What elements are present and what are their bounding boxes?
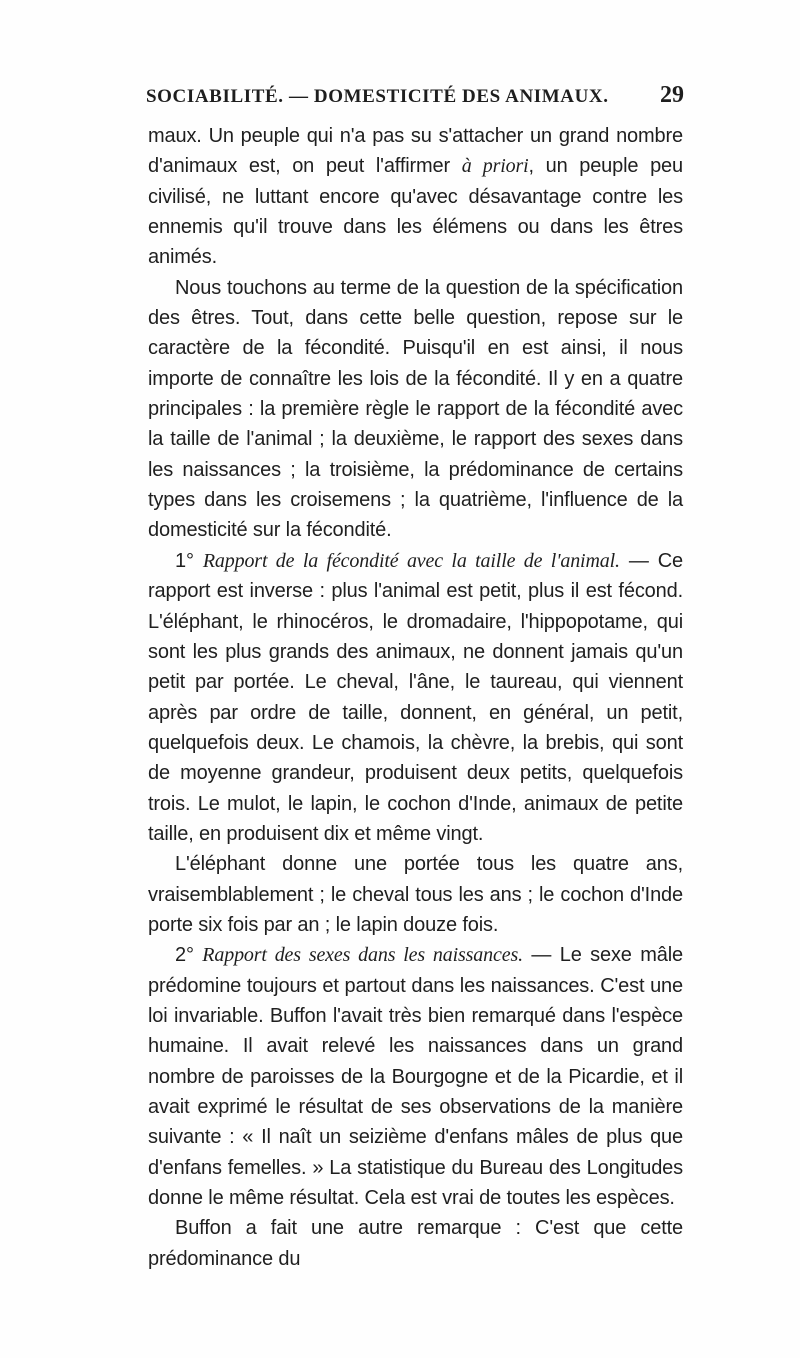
paragraph-rapport-sexes [148, 940, 683, 1213]
section-heading: Rapport des sexes dans les naissances. [202, 944, 523, 967]
running-title: SOCIABILITÉ. — DOMESTICITÉ DES ANIMAUX. [146, 86, 609, 107]
paragraph-text: , un peuple peu civilisé, ne luttant encore qu'avec désavantage contre les ennemis qu'il trouve dans les élémens ou dans les êtres animés. [148, 155, 683, 269]
paragraph-rapport-taille [148, 546, 683, 849]
paragraph-text: — Ce rapport est inverse : plus l'animal est petit, plus il est fécond. L'éléphant, le rhinocéros, le dromadaire, l'hippopotame, qui sont les plus grands des animaux, ne donnent jamais qu'un petit par portée. Le cheval, l'âne, le taureau, qui viennent après par ordre de taille, donnent, en général, un petit, quelquefois deux. Le chamois, la chèvre, la brebis, qui sont de moyenne grandeur, produisent deux petits, quelquefois trois. Le mulot, le lapin, le cochon d'Inde, animaux de petite taille, en produisent dix et même vingt. [148, 549, 683, 845]
section-heading: Rapport de la fécondité avec la taille de l'animal. [202, 549, 620, 572]
running-head [146, 82, 684, 116]
paragraph-text: maux. Un peuple qui n'a pas su s'attacher un grand nombre d'animaux est, on peut l'affirmer [148, 125, 683, 178]
body-text [148, 121, 683, 1274]
paragraph-fecondite-intro: Nous touchons au terme de la question de la spécification des êtres. Tout, dans cette belle question, repose sur le caractère de la fécondité. Puisqu'il en est ainsi, il nous importe de connaître les lois de la fécondité. Il y en a quatre principales : la première règle le rapport de la fécondité avec la taille de l'animal ; la deuxième, le rapport des sexes dans les naissances ; la troisième, la prédominance de certains types dans les croisemens ; la quatrième, l'influence de la domesticité sur la fécondité. [148, 276, 683, 542]
paragraph-buffon-remarque: Buffon a fait une autre remarque : C'est que cette prédominance du [148, 1217, 683, 1270]
page-number: 29 [660, 82, 684, 108]
italic-phrase: à priori [461, 155, 529, 178]
section-number: 1° [175, 549, 194, 572]
paragraph-portees: L'éléphant donne une portée tous les quatre ans, vraisemblablement ; le cheval tous les ans ; le cochon d'Inde porte six fois par an ; le lapin douze fois. [148, 853, 683, 936]
section-number: 2° [175, 944, 194, 967]
paragraph-text: — Le sexe mâle prédomine toujours et partout dans les naissances. C'est une loi invariable. Buffon l'avait très bien remarqué dans l'espèce humaine. Il avait relevé les naissances dans un grand nombre de paroisses de la Bourgogne et de la Picardie, et il avait exprimé le résultat de ses observations de la manière suivante : « Il naît un seizième d'enfans mâles de plus que d'enfans femelles. » La statistique du Bureau des Longitudes donne le même résultat. Cela est vrai de toutes les espèces. [148, 944, 683, 1210]
paragraph-continuation [148, 121, 683, 273]
